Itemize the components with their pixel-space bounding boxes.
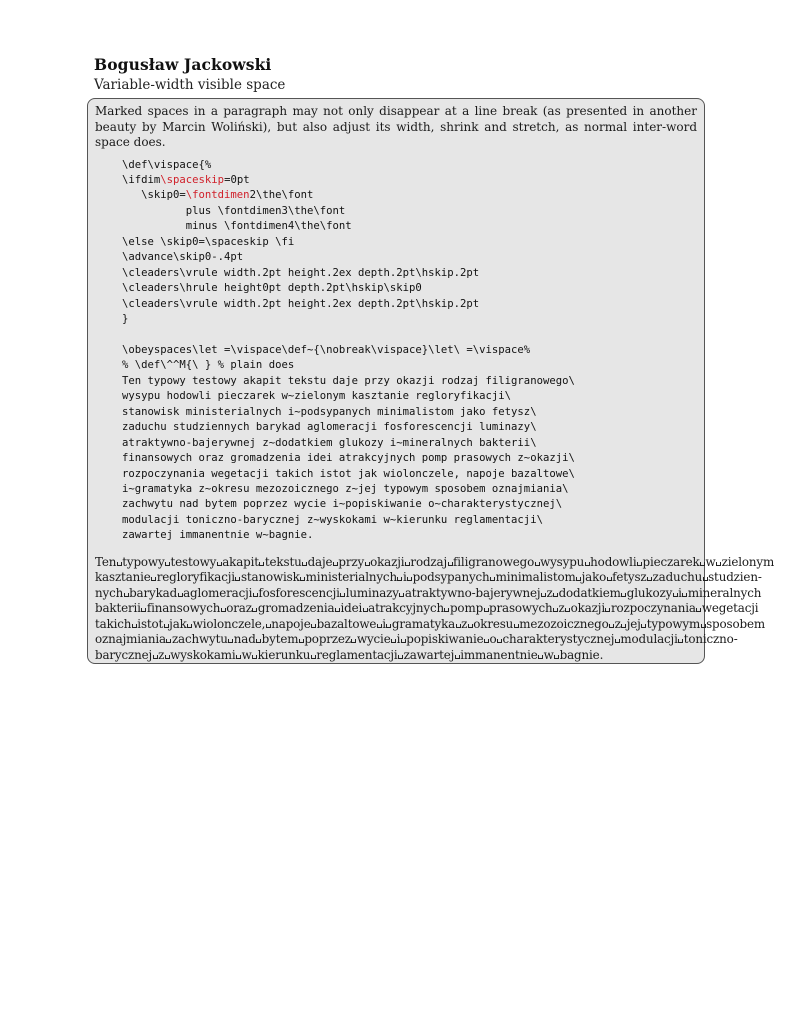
- visible-space-mark: [351, 639, 356, 643]
- visible-space-mark: [178, 593, 183, 597]
- visible-space-mark: [553, 593, 558, 597]
- word: popiskiwanie: [406, 632, 489, 647]
- visible-space-mark: [153, 655, 158, 659]
- visible-space-mark: [716, 562, 721, 566]
- code-line: [122, 375, 575, 387]
- word: atraktywno-bajerywnej: [405, 586, 547, 601]
- word: immanentnie: [460, 648, 543, 663]
- visible-space-mark: [363, 608, 368, 612]
- word: nad: [234, 632, 262, 647]
- word: reglamentacji: [316, 648, 403, 663]
- visible-space-mark: [164, 624, 169, 628]
- word: minimalistom: [496, 570, 582, 585]
- visible-space-mark: [553, 608, 558, 612]
- visible-space-mark: [535, 562, 540, 566]
- word: pieczarek: [643, 555, 706, 570]
- code-token: \def\vispace{%: [122, 158, 212, 171]
- paragraph-line: [95, 601, 759, 616]
- word: wycie: [357, 632, 397, 647]
- code-token: i~gramatyka z~okresu mezozoicznego z~jej typowym sposobem oznajmiania\: [122, 483, 569, 496]
- word: bagnie.: [559, 647, 604, 662]
- visible-space-mark: [252, 655, 257, 659]
- code-token: atraktywno-bajerywnej z~dodatkiem glukozy i~mineralnych bakterii\: [122, 436, 537, 449]
- highlighted-token: \spaceskip: [160, 173, 225, 186]
- visible-space-mark: [340, 593, 345, 597]
- word: Ten: [95, 555, 122, 570]
- visible-space-mark: [484, 639, 489, 643]
- word: jej: [627, 617, 647, 632]
- code-token: plus \fontdimen3\the\font: [122, 204, 346, 217]
- word: finansowych: [147, 601, 226, 616]
- word: w: [706, 555, 722, 570]
- code-listing: [122, 158, 697, 544]
- word: okresu: [473, 617, 519, 632]
- visible-space-mark: [259, 562, 264, 566]
- visible-space-mark: [165, 562, 170, 566]
- word: typowym: [647, 617, 706, 632]
- word: idei: [341, 601, 369, 616]
- word: poprzez: [304, 632, 357, 647]
- word: stanowisk: [241, 570, 306, 585]
- visible-space-mark: [228, 639, 233, 643]
- visible-space-mark: [444, 608, 449, 612]
- visible-space-mark: [576, 577, 581, 581]
- visible-space-mark: [700, 562, 705, 566]
- visible-space-mark: [615, 639, 620, 643]
- word: pomp: [450, 601, 489, 616]
- visible-space-mark: [141, 608, 146, 612]
- code-token: minus \fontdimen4\the\font: [122, 220, 352, 233]
- word: kasztanie: [95, 570, 157, 585]
- visible-space-mark: [401, 639, 406, 643]
- visible-space-mark: [377, 624, 382, 628]
- code-token: \ifdim: [122, 173, 161, 186]
- word: wysypu: [540, 555, 590, 570]
- code-line: [122, 406, 537, 418]
- word: istot: [137, 617, 169, 632]
- visible-space-mark: [235, 577, 240, 581]
- visible-space-mark: [399, 593, 404, 597]
- word: oraz: [226, 601, 258, 616]
- code-token: Ten typowy testowy akapit tekstu daje przy okazji rodzaj filigranowego\: [122, 374, 575, 387]
- visible-space-mark: [166, 639, 171, 643]
- paragraph-line: [95, 554, 775, 570]
- word: jako: [582, 570, 613, 585]
- word: z: [546, 586, 558, 601]
- code-line: [122, 452, 575, 464]
- code-token: zawartej immanentnie w~bagnie.: [122, 529, 314, 542]
- code-line: [122, 498, 562, 510]
- paragraph-line: [95, 570, 762, 585]
- code-token: \advance\skip0-.4pt: [122, 251, 244, 264]
- word: i: [403, 570, 413, 585]
- paragraph-line: [95, 616, 765, 632]
- code-line: [122, 298, 479, 310]
- word: charakterystycznej: [503, 632, 621, 647]
- visible-space-mark: [397, 577, 402, 581]
- code-token: zachwytu nad bytem poprzez wycie i~popiskiwanie o~charakterystycznej\: [122, 498, 563, 511]
- highlighted-token: \fontdimen: [185, 189, 250, 202]
- word: akapit: [222, 555, 265, 570]
- word: i: [678, 586, 688, 601]
- word: studzien-: [708, 570, 762, 585]
- code-token: }: [122, 313, 129, 326]
- visible-space-mark: [703, 577, 708, 581]
- code-token: =0pt: [224, 173, 250, 186]
- code-line: [122, 483, 568, 495]
- visible-space-mark: [455, 655, 460, 659]
- word: gromadzenia: [258, 601, 341, 616]
- word: z: [559, 601, 571, 616]
- visible-space-mark: [585, 562, 590, 566]
- visible-space-mark: [333, 562, 338, 566]
- code-token: 2\the\font: [249, 189, 314, 202]
- code-line: [122, 359, 294, 371]
- word: tekstu: [265, 555, 308, 570]
- visible-space-mark: [678, 639, 683, 643]
- code-token: zaduchu studziennych barykad aglomeracji fosforescencji luminazy\: [122, 421, 537, 434]
- word: gramatyka: [392, 617, 461, 632]
- word: modulacji: [620, 632, 683, 647]
- word: bakterii: [95, 601, 147, 616]
- code-token: \cleaders\vrule width.2pt height.2ex depth.2pt\hskip.2pt: [122, 297, 480, 310]
- code-line: [122, 236, 294, 248]
- code-line: [122, 421, 537, 433]
- word: sposobem: [706, 616, 765, 631]
- visible-space-mark: [386, 624, 391, 628]
- word: fosforescencji: [258, 586, 345, 601]
- code-token: wysypu hodowli pieczarek w~zielonym kasztanie regloryfikacji\: [122, 390, 512, 403]
- author-name: Bogusław Jackowski: [94, 55, 272, 74]
- code-token: modulacji toniczno-barycznej z~wyskokami w~kierunku reglamentacji\: [122, 513, 543, 526]
- visible-space-mark: [266, 624, 271, 628]
- code-token: stanowisk ministerialnych i~podsypanych minimalistom jako fetysz\: [122, 405, 537, 418]
- visible-space-mark: [565, 608, 570, 612]
- visible-space-mark: [236, 655, 241, 659]
- word: testowy: [171, 555, 223, 570]
- code-token: \cleaders\hrule height0pt depth.2pt\hskip\skip0: [122, 282, 422, 295]
- word: ministerialnych: [306, 570, 403, 585]
- word: daje: [308, 555, 339, 570]
- visible-space-mark: [117, 562, 122, 566]
- word: fetysz: [612, 570, 652, 585]
- word: okazji: [370, 555, 410, 570]
- word: mineralnych: [687, 585, 762, 600]
- intro-paragraph: Marked spaces in a paragraph may not only disappear at a line break (as presented in another beauty by Marcin Woliński), but also adjust its width, shrink and stretch, as normal inter-word space does.: [95, 104, 697, 149]
- visible-space-mark: [641, 624, 646, 628]
- visible-space-mark: [647, 577, 652, 581]
- visible-space-mark: [253, 593, 258, 597]
- paragraph-line: [95, 632, 738, 647]
- visible-space-mark: [407, 577, 412, 581]
- code-line: [122, 282, 422, 294]
- visible-space-mark: [132, 624, 137, 628]
- visible-space-mark: [302, 562, 307, 566]
- word: i: [382, 617, 392, 632]
- word: i: [397, 632, 407, 647]
- visible-space-mark: [217, 562, 222, 566]
- visible-space-mark: [151, 577, 156, 581]
- visible-space-mark: [299, 639, 304, 643]
- visible-space-mark: [484, 608, 489, 612]
- word: typowy: [122, 555, 170, 570]
- visible-space-mark: [673, 593, 678, 597]
- word: filigranowego: [453, 555, 540, 570]
- visible-space-mark: [187, 624, 192, 628]
- visible-space-mark: [311, 655, 316, 659]
- word: z: [615, 617, 627, 632]
- visible-space-mark: [696, 608, 701, 612]
- visible-space-mark: [468, 624, 473, 628]
- visible-space-mark: [221, 608, 226, 612]
- visible-space-mark: [605, 608, 610, 612]
- word: zachwytu: [172, 632, 234, 647]
- word: takich: [95, 617, 137, 632]
- visible-space-mark: [391, 639, 396, 643]
- visible-space-mark: [405, 562, 410, 566]
- visible-space-mark: [448, 562, 453, 566]
- word: dodatkiem: [559, 586, 627, 601]
- code-line: [122, 390, 511, 402]
- word: napoje: [271, 617, 316, 632]
- word: barycznej: [95, 648, 158, 663]
- code-token: \else \skip0=\spaceskip \fi: [122, 235, 295, 248]
- word: o: [490, 632, 503, 647]
- code-token: % \def\^^M{\ } % plain does: [122, 359, 295, 372]
- word: zaduchu: [653, 570, 709, 585]
- code-token: rozpoczynania wegetacji takich istot jak wiolonczele, napoje bazaltowe\: [122, 467, 575, 480]
- code-line: [122, 344, 530, 356]
- word: wegetacji: [701, 601, 759, 616]
- word: jak: [169, 617, 193, 632]
- code-line: [122, 251, 243, 263]
- code-token: \cleaders\vrule width.2pt height.2ex depth.2pt\hskip.2pt: [122, 266, 480, 279]
- word: regloryfikacji: [157, 570, 241, 585]
- visible-space-mark: [514, 624, 519, 628]
- code-line: [122, 189, 313, 201]
- word: kierunku: [258, 648, 317, 663]
- word: podsypanych: [413, 570, 496, 585]
- word: zielonym: [721, 554, 775, 569]
- word: rozpoczynania: [611, 601, 702, 616]
- example-box: [87, 98, 775, 664]
- visible-space-mark: [621, 624, 626, 628]
- visible-space-mark: [124, 593, 129, 597]
- word: z: [158, 648, 170, 663]
- code-line: [122, 514, 543, 526]
- word: przy: [338, 555, 370, 570]
- word: atrakcyjnych: [368, 601, 450, 616]
- visible-space-mark: [490, 577, 495, 581]
- word: z: [461, 617, 473, 632]
- word: barykad: [129, 586, 183, 601]
- word: wiolonczele,: [193, 617, 272, 632]
- word: luminazy: [346, 586, 405, 601]
- visible-space-mark: [497, 639, 502, 643]
- visible-space-mark: [311, 624, 316, 628]
- word: rodzaj: [410, 555, 453, 570]
- code-line: [122, 313, 128, 325]
- visible-space-mark: [609, 624, 614, 628]
- visible-space-mark: [554, 655, 559, 659]
- code-token: finansowych oraz gromadzenia idei atrakcyjnych pomp prasowych z~okazji\: [122, 452, 575, 465]
- code-line: [122, 159, 211, 171]
- visible-space-mark: [621, 593, 626, 597]
- word: w: [242, 648, 258, 663]
- word: mezozoicznego: [519, 617, 614, 632]
- code-token: \obeyspaces\let =\vispace\def~{\nobreak\vispace}\let\ =\vispace%: [122, 343, 531, 356]
- code-line: [122, 174, 250, 186]
- visible-space-mark: [538, 655, 543, 659]
- code-line: [122, 220, 352, 232]
- visible-space-mark: [398, 655, 403, 659]
- word: toniczno-: [683, 632, 738, 647]
- word: bytem: [262, 632, 305, 647]
- visible-space-mark: [256, 639, 261, 643]
- visible-space-mark: [252, 608, 257, 612]
- code-line: [122, 267, 479, 279]
- word: aglomeracji: [183, 586, 258, 601]
- word: okazji: [571, 601, 611, 616]
- word: wyskokami: [170, 648, 241, 663]
- word: glukozy: [627, 586, 678, 601]
- visible-space-mark: [456, 624, 461, 628]
- code-line: [122, 468, 575, 480]
- paragraph-line: [95, 648, 697, 663]
- word: w: [544, 648, 560, 663]
- code-line: [122, 529, 313, 541]
- visible-space-mark: [607, 577, 612, 581]
- visible-space-mark: [541, 593, 546, 597]
- word: prasowych: [489, 601, 559, 616]
- visible-space-mark: [701, 624, 706, 628]
- visible-space-mark: [335, 608, 340, 612]
- code-line: [122, 205, 345, 217]
- word: hodowli: [590, 555, 642, 570]
- visible-space-mark: [682, 593, 687, 597]
- visible-space-mark: [365, 562, 370, 566]
- word: zawartej: [404, 648, 461, 663]
- visible-space-paragraph: [95, 554, 775, 663]
- article-title: Variable-width visible space: [94, 77, 286, 93]
- visible-space-mark: [300, 577, 305, 581]
- word: oznajmiania: [95, 632, 172, 647]
- word: bazaltowe: [317, 617, 383, 632]
- visible-space-mark: [165, 655, 170, 659]
- word: nych: [95, 586, 129, 601]
- code-token: \skip0=: [122, 189, 186, 202]
- visible-space-mark: [637, 562, 642, 566]
- paragraph-line: [95, 585, 762, 601]
- code-line: [122, 437, 537, 449]
